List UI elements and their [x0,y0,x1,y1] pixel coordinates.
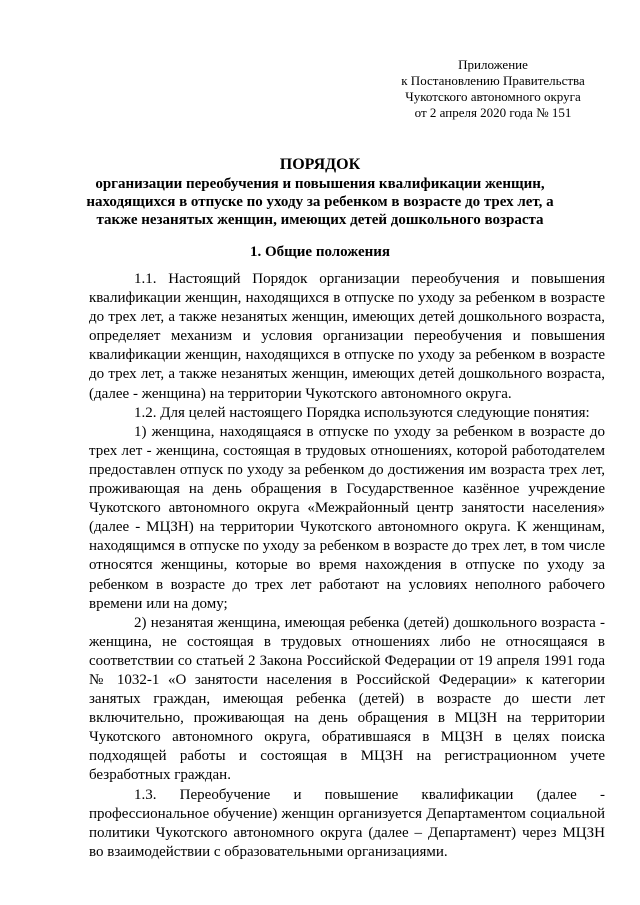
document-body [89,270,605,862]
title-subtitle: организации переобучения и повышения квалификации женщин, находящихся в отпуске по уходу за ребенком в возрасте до трех лет, а также незанятых женщин, имеющих детей дошкольного возраста [86,176,554,228]
title-heading: ПОРЯДОК [279,156,361,173]
paragraph-1-2: 1.2. Для целей настоящего Порядка используются следующие понятия: [134,404,590,421]
definition-item-1: 1) женщина, находящаяся в отпуске по уходу за ребенком в возрасте до трех лет - женщина, состоящая в трудовых отношениях, которой работодателем предоставлен отпуск по уходу за ребенком до достижения им возраста трех лет, проживающая на день обращения в Государственное казённое учреждение Чукотского автономного округа «Межрайонный центр занятости населения» (далее - МЦЗН) на территории Чукотского автономного округа. К женщинам, находящимся в отпуске по уходу за ребенком в возрасте до трех лет, в том числе относятся женщины, которые во время нахождения в отпуске по уходу за ребенком в возрасте до трех лет работают на условиях неполного рабочего времени или на дому; [89,423,605,612]
definition-item-2: 2) незанятая женщина, имеющая ребенка (детей) дошкольного возраста - женщина, не состоящая в трудовых отношениях либо не относящаяся в соответствии со статьей 2 Закона Российской Федерации от 19 апреля 1991 года № 1032-1 «О занятости населения в Российской Федерации» к категории занятых граждан, имеющая ребенка (детей) в возрасте до шести лет включительно, проживающая на день обращения в МЦЗН на территории Чукотского автономного округа, обратившаяся в МЦЗН в целях поиска подходящей работы и состоящая в МЦЗН на регистрационном учете безработных граждан. [89,614,605,784]
appendix-line-1: Приложение [458,57,528,72]
section-heading: 1. Общие положения [249,244,391,260]
paragraph-1-3: 1.3. Переобучение и повышение квалификации (далее - профессиональное обучение) женщин организуется Департаментом социальной политики Чукотского автономного округа (далее – Департамент) через МЦЗН во взаимодействии с образовательными организациями. [89,786,605,860]
paragraph-1-1: 1.1. Настоящий Порядок организации переобучения и повышения квалификации женщин, находящихся в отпуске по уходу за ребенком в возрасте до трех лет, а также незанятых женщин, имеющих детей дошкольного возраста, определяет механизм и условия организации переобучения и повышения квалификации женщин, находящихся в отпуске по уходу за ребенком в возрасте до трех лет, а также незанятых женщин, имеющих детей дошкольного возраста, (далее - женщина) на территории Чукотского автономного округа. [89,271,605,402]
appendix-block [378,57,608,121]
appendix-line-3: Чукотского автономного округа [405,89,581,104]
appendix-line-2: к Постановлению Правительства [401,73,585,88]
appendix-line-4: от 2 апреля 2020 года № 151 [414,105,572,120]
document-title [78,156,562,229]
